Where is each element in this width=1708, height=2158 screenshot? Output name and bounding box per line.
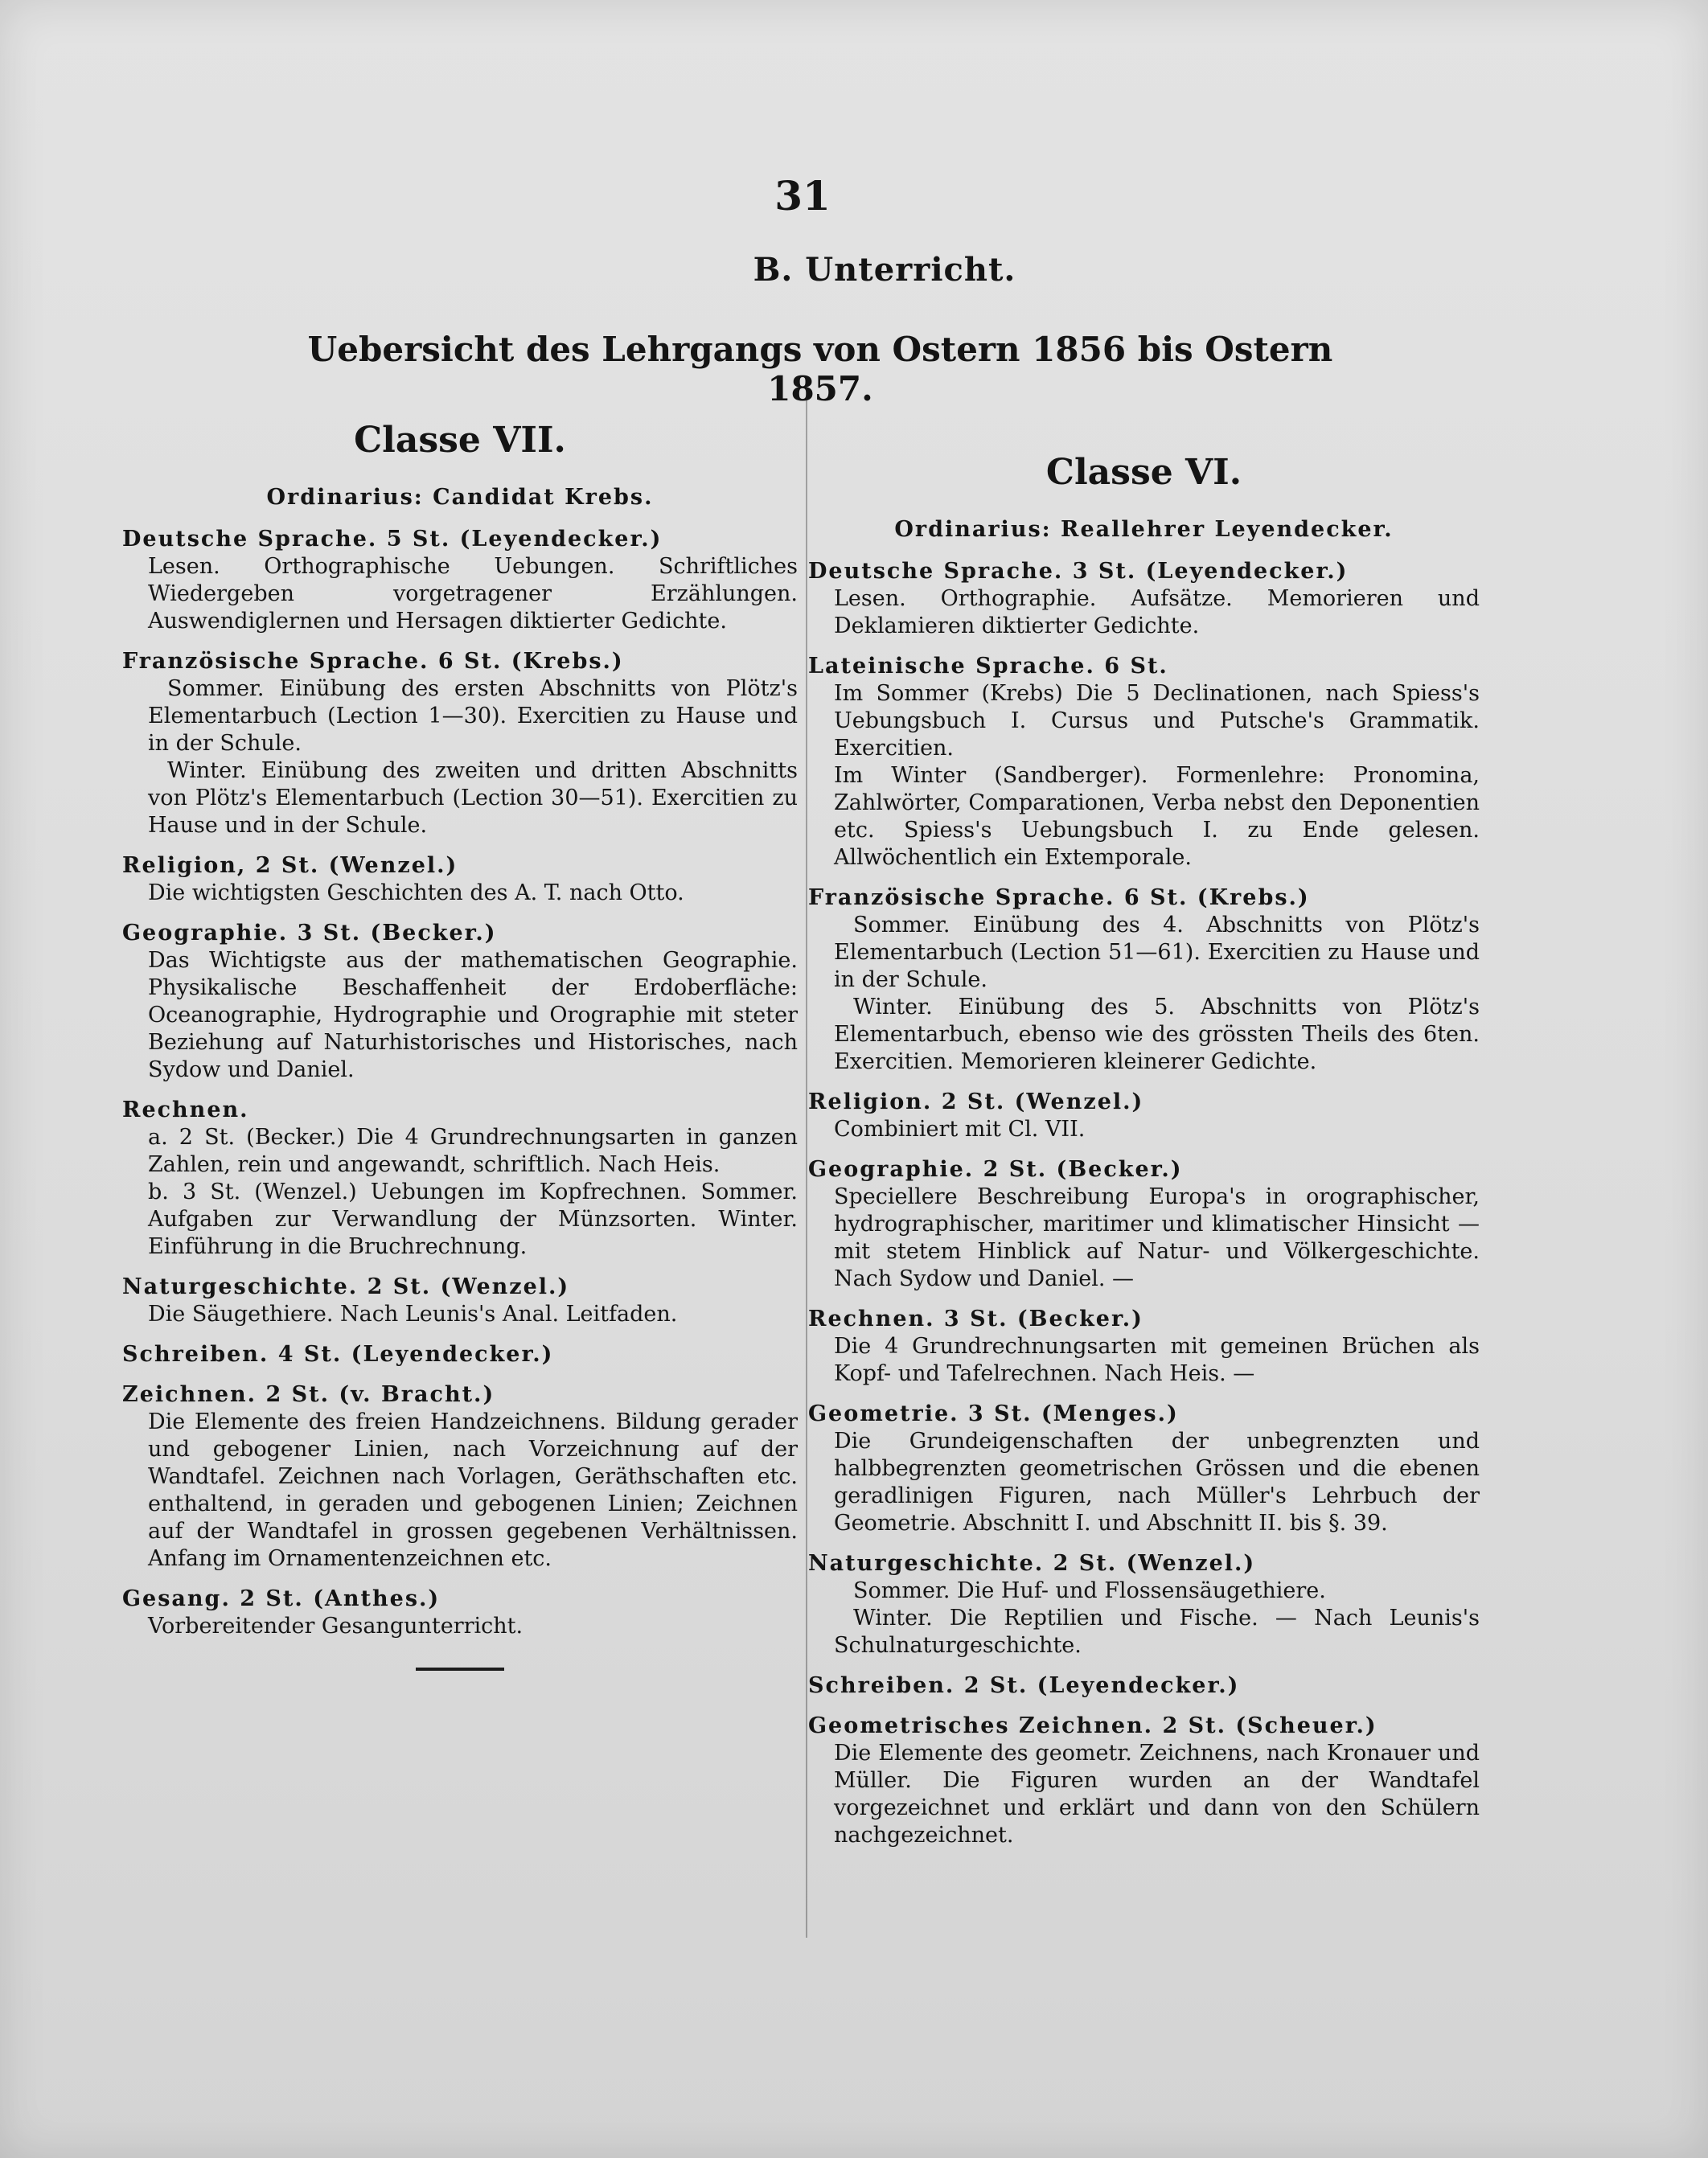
subject-heading: Naturgeschichte. 2 St. (Wenzel.) xyxy=(122,1274,570,1299)
subject-heading: Geometrie. 3 St. (Menges.) xyxy=(808,1401,1179,1426)
subject-block xyxy=(808,1089,1480,1143)
subject-heading: Schreiben. 2 St. (Leyendecker.) xyxy=(808,1673,1240,1698)
subject-block xyxy=(122,1341,798,1368)
subject-text: Die Grundeigenschaften der unbegrenzten und halbbegrenzten geometrischen Grössen und die ebenen geradlinigen Figuren, nach Müller's Lehrbuch der Geometrie. Abschnitt I. und Abschnitt II. bis §. 39. xyxy=(834,1429,1480,1536)
subject-block xyxy=(122,1274,798,1328)
subject-text: Sommer. Einübung des 4. Abschnitts von Plötz's Elementarbuch (Lection 51—61). Exercitien zu Hause und in der Schule. xyxy=(834,913,1480,992)
subject-heading: Schreiben. 4 St. (Leyendecker.) xyxy=(122,1342,554,1367)
subject-heading: Geographie. 3 St. (Becker.) xyxy=(122,921,497,946)
subject-text: Sommer. Einübung des ersten Abschnitts von Plötz's Elementarbuch (Lection 1—30). Exercitien zu Hause und in der Schule. xyxy=(148,676,798,756)
subject-block xyxy=(122,852,798,907)
subject-heading: Deutsche Sprache. 5 St. (Leyendecker.) xyxy=(122,527,663,552)
left-column xyxy=(122,418,798,1671)
right-column xyxy=(808,450,1480,1862)
subject-text: Lesen. Orthographische Uebungen. Schriftliches Wiedergeben vorgetragener Erzählungen. Auswendiglernen und Hersagen diktierter Gedichte. xyxy=(148,554,798,634)
section-title: B. Unterricht. xyxy=(753,251,1016,289)
subject-block xyxy=(122,1586,798,1640)
subject-text: Die Elemente des freien Handzeichnens. Bildung gerader und gebogener Linien, nach Vorzeichnung auf der Wandtafel. Zeichnen nach Vorlagen, Geräthschaften etc. enthaltend, in geraden und gebogenen Linien; Zeichnen auf der Wandtafel in grossen gegebenen Verhältnissen. Anfang im Ornamentenzeichnen etc. xyxy=(148,1409,798,1571)
subject-block xyxy=(808,1672,1480,1700)
subject-text: Winter. Einübung des 5. Abschnitts von Plötz's Elementarbuch, ebenso wie des grössten Theils des 6ten. Exercitien. Memorieren kleinerer Gedichte. xyxy=(834,995,1480,1074)
ordinarius: Ordinarius: Candidat Krebs. xyxy=(266,485,654,510)
subject-text: Das Wichtigste aus der mathematischen Geographie. Physikalische Beschaffenheit der Erdoberfläche: Oceanographie, Hydrographie und Orographie mit steter Beziehung auf Naturhistorisches und Historisches, nach Sydow und Daniel. xyxy=(148,948,798,1082)
subject-text: Winter. Einübung des zweiten und dritten Abschnitts von Plötz's Elementarbuch (Lection 30—51). Exercitien zu Hause und in der Schule. xyxy=(148,758,798,838)
subject-text: Speciellere Beschreibung Europa's in orographischer, hydrographischer, maritimer und klimatischer Hinsicht — mit stetem Hinblick auf Natur- und Völkergeschichte. Nach Sydow und Daniel. — xyxy=(834,1184,1480,1291)
subject-heading: Geometrisches Zeichnen. 2 St. (Scheuer.) xyxy=(808,1713,1377,1738)
subject-heading: Naturgeschichte. 2 St. (Wenzel.) xyxy=(808,1551,1256,1576)
subject-heading: Rechnen. xyxy=(122,1097,249,1122)
column-divider xyxy=(806,386,807,1938)
subject-heading: Religion. 2 St. (Wenzel.) xyxy=(808,1089,1144,1114)
subject-text: Im Sommer (Krebs) Die 5 Declinationen, nach Spiess's Uebungsbuch I. Cursus und Putsche's Grammatik. Exercitien. xyxy=(834,681,1480,761)
subject-block xyxy=(808,653,1480,872)
subject-heading: Religion, 2 St. (Wenzel.) xyxy=(122,853,458,878)
subject-heading: Deutsche Sprache. 3 St. (Leyendecker.) xyxy=(808,559,1349,584)
subject-block xyxy=(122,526,798,635)
class-title: Classe VII. xyxy=(354,420,566,461)
subject-block xyxy=(808,1713,1480,1849)
subject-text: Die Elemente des geometr. Zeichnens, nach Kronauer und Müller. Die Figuren wurden an der Wandtafel vorgezeichnet und erklärt und dann von den Schülern nachgezeichnet. xyxy=(834,1741,1480,1848)
subject-block xyxy=(808,558,1480,640)
ordinarius: Ordinarius: Reallehrer Leyendecker. xyxy=(894,517,1394,542)
subject-heading: Geographie. 2 St. (Becker.) xyxy=(808,1157,1183,1182)
subject-heading: Lateinische Sprache. 6 St. xyxy=(808,654,1168,679)
subject-heading: Französische Sprache. 6 St. (Krebs.) xyxy=(122,649,624,674)
subject-text: b. 3 St. (Wenzel.) Uebungen im Kopfrechnen. Sommer. Aufgaben zur Verwandlung der Münzsorten. Winter. Einführung in die Bruchrechnung. xyxy=(148,1180,798,1259)
subject-heading: Rechnen. 3 St. (Becker.) xyxy=(808,1307,1143,1331)
closing-rule xyxy=(416,1668,504,1671)
subject-block xyxy=(808,1306,1480,1388)
subject-text: Combiniert mit Cl. VII. xyxy=(834,1117,1086,1142)
subject-heading: Französische Sprache. 6 St. (Krebs.) xyxy=(808,885,1310,910)
subject-text: Winter. Die Reptilien und Fische. — Nach Leunis's Schulnaturgeschichte. xyxy=(834,1606,1480,1658)
subject-text: Vorbereitender Gesangunterricht. xyxy=(148,1614,523,1639)
subject-text: Sommer. Die Huf- und Flossensäugethiere. xyxy=(853,1578,1326,1603)
subject-text: Die wichtigsten Geschichten des A. T. nach Otto. xyxy=(148,880,684,905)
subject-block xyxy=(808,1156,1480,1293)
subject-text: Die Säugethiere. Nach Leunis's Anal. Leitfaden. xyxy=(148,1302,678,1327)
subject-heading: Zeichnen. 2 St. (v. Bracht.) xyxy=(122,1382,495,1407)
subject-block xyxy=(122,920,798,1084)
page-number: 31 xyxy=(774,172,831,219)
subject-block xyxy=(808,884,1480,1076)
subject-block xyxy=(122,1381,798,1573)
subject-block xyxy=(808,1550,1480,1660)
subject-heading: Gesang. 2 St. (Anthes.) xyxy=(122,1586,441,1611)
subject-block xyxy=(122,648,798,839)
subject-text: a. 2 St. (Becker.) Die 4 Grundrechnungsarten in ganzen Zahlen, rein und angewandt, schriftlich. Nach Heis. xyxy=(148,1125,798,1177)
subject-text: Lesen. Orthographie. Aufsätze. Memorieren und Deklamieren diktierter Gedichte. xyxy=(834,586,1480,638)
class-title: Classe VI. xyxy=(1045,452,1242,493)
subject-block xyxy=(808,1401,1480,1537)
subject-text: Die 4 Grundrechnungsarten mit gemeinen Brüchen als Kopf- und Tafelrechnen. Nach Heis. — xyxy=(834,1334,1480,1386)
overview-title: Uebersicht des Lehrgangs von Ostern 1856 bis Ostern 1857. xyxy=(307,330,1333,408)
subject-text: Im Winter (Sandberger). Formenlehre: Pronomina, Zahlwörter, Comparationen, Verba nebst den Deponentien etc. Spiess's Uebungsbuch I. zu Ende gelesen. Allwöchentlich ein Extemporale. xyxy=(834,763,1480,870)
subject-block xyxy=(122,1097,798,1261)
